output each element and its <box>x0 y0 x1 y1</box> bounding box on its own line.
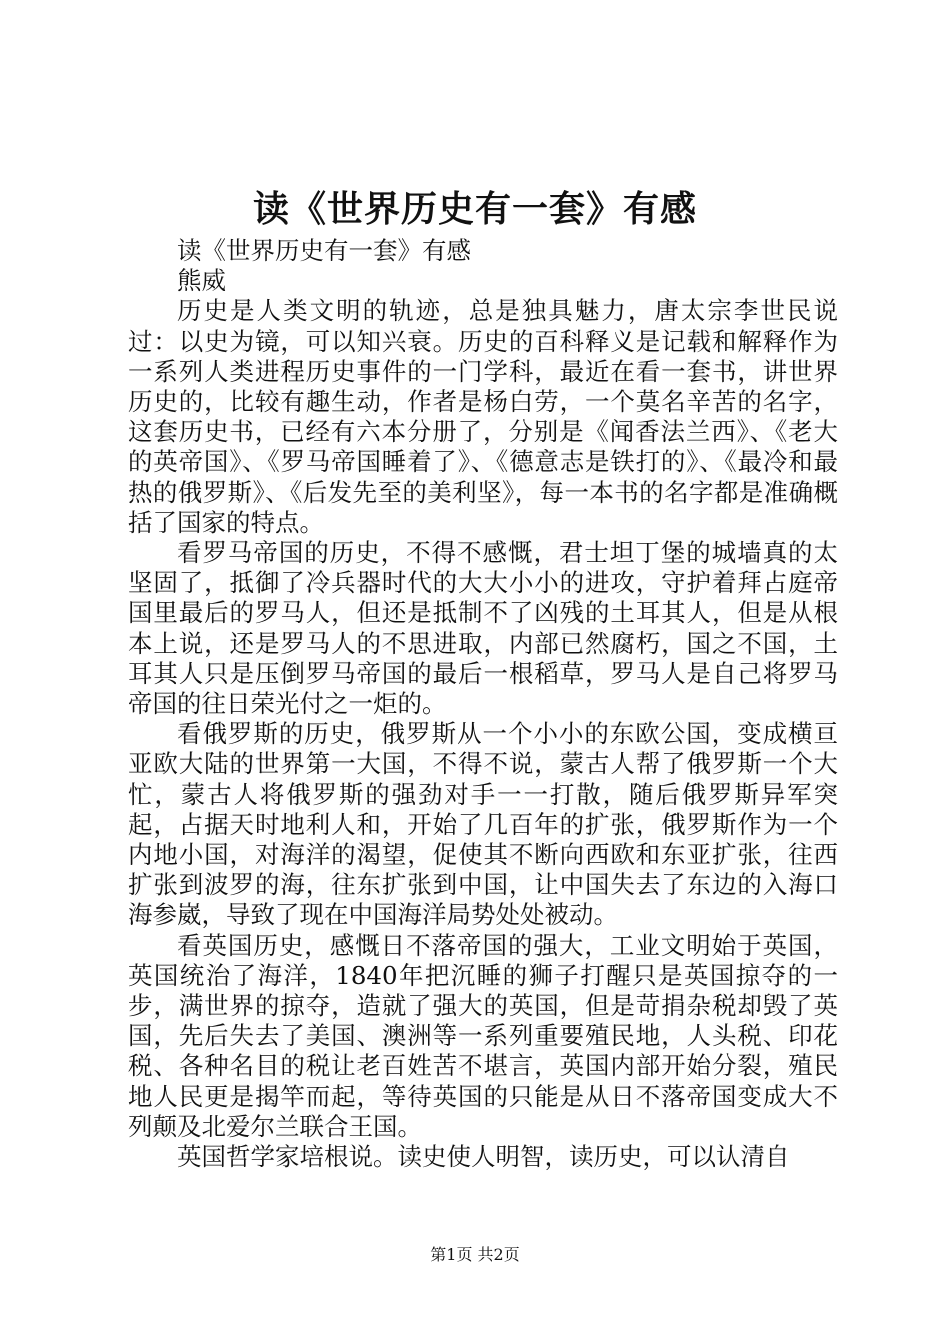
body-paragraph: 看英国历史，感慨日不落帝国的强大，工业文明始于英国，英国统治了海洋，1840年把沉睡的狮子打醒只是英国掠夺的一步，满世界的掠夺，造就了强大的英国，但是苛捐杂税却毁了英国，先后失去了美国、澳洲等一系列重要殖民地，人头税、印花税、各种名目的税让老百姓苦不堪言，英国内部开始分裂，殖民地人民更是揭竿而起，等待英国的只能是从日不落帝国变成大不列颠及北爱尔兰联合王国。 <box>128 930 838 1141</box>
document-title: 读《世界历史有一套》有感 <box>252 188 697 230</box>
body-paragraph: 英国哲学家培根说。读史使人明智，读历史，可以认清自 <box>177 1142 790 1172</box>
page-footer: 第1页 共2页 <box>430 1245 520 1264</box>
body-paragraph: 历史是人类文明的轨迹，总是独具魅力，唐太宗李世民说过：以史为镜，可以知兴衰。历史的百科释义是记载和解释作为一系列人类进程历史事件的一门学科，最近在看一套书，讲世界历史的，比较有趣生动，作者是杨白劳，一个莫名辛苦的名字，这套历史书，已经有六本分册了，分别是《闻香法兰西》、《老大的英帝国》、《罗马帝国睡着了》、《德意志是铁打的》、《最冷和最热的俄罗斯》、《后发先至的美利坚》，每一本书的名字都是准确概括了国家的特点。 <box>128 296 838 537</box>
document-author: 熊威 <box>177 266 226 296</box>
document-subtitle: 读《世界历史有一套》有感 <box>177 236 471 265</box>
document-body <box>128 236 838 1172</box>
body-paragraph: 看罗马帝国的历史，不得不感慨，君士坦丁堡的城墙真的太坚固了，抵御了冷兵器时代的大大小小的进攻，守护着拜占庭帝国里最后的罗马人，但还是抵制不了凶残的土耳其人，但是从根本上说，还是罗马人的不思进取，内部已然腐朽，国之不国，土耳其人只是压倒罗马帝国的最后一根稻草，罗马人是自己将罗马帝国的往日荣光付之一炬的。 <box>128 538 838 719</box>
body-paragraph: 看俄罗斯的历史，俄罗斯从一个小小的东欧公国，变成横亘亚欧大陆的世界第一大国，不得不说，蒙古人帮了俄罗斯一个大忙，蒙古人将俄罗斯的强劲对手一一打散，随后俄罗斯异军突起，占据天时地利人和，开始了几百年的扩张，俄罗斯作为一个内地小国，对海洋的渴望，促使其不断向西欧和东亚扩张，往西扩张到波罗的海，往东扩张到中国，让中国失去了东边的入海口海参崴，导致了现在中国海洋局势处处被动。 <box>128 719 838 930</box>
